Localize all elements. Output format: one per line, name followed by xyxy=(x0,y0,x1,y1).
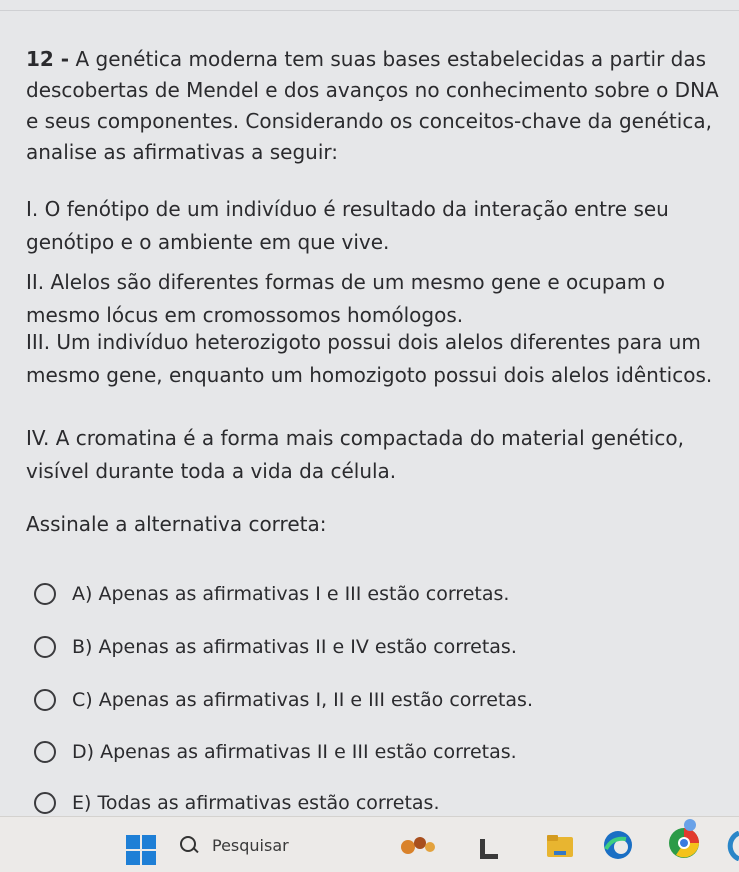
radio-button[interactable] xyxy=(34,689,56,711)
search-icon xyxy=(180,836,198,854)
option-label: C) Apenas as afirmativas I, II e III estão corretas. xyxy=(72,689,533,711)
option-label: D) Apenas as afirmativas II e III estão corretas. xyxy=(72,741,517,763)
statement-1: I. O fenótipo de um indivíduo é resultado da interação entre seu genótipo e o ambiente em que vive. xyxy=(26,197,669,254)
statement-3: III. Um indivíduo heterozigoto possui dois alelos diferentes para um mesmo gene, enquanto um homozigoto possui dois alelos idênticos. xyxy=(26,330,713,387)
taskbar xyxy=(0,816,739,872)
windows-start-icon[interactable] xyxy=(126,835,156,865)
question-stem xyxy=(26,44,726,168)
option-c[interactable] xyxy=(34,685,533,715)
option-label: B) Apenas as afirmativas II e IV estão corretas. xyxy=(72,636,517,658)
weather-widget-icon[interactable] xyxy=(398,833,438,857)
statement-4: IV. A cromatina é a forma mais compactada do material genético, visível durante toda a vida da célula. xyxy=(26,426,684,483)
top-divider xyxy=(0,10,739,11)
option-label: E) Todas as afirmativas estão corretas. xyxy=(72,792,440,814)
taskbar-search[interactable] xyxy=(180,831,289,859)
option-e[interactable] xyxy=(34,788,440,818)
question-number: 12 - xyxy=(26,47,70,71)
radio-button[interactable] xyxy=(34,636,56,658)
statement-2: II. Alelos são diferentes formas de um mesmo gene e ocupam o mesmo lócus em cromossomos homólogos. xyxy=(26,270,665,327)
instruction: Assinale a alternativa correta: xyxy=(26,512,327,536)
radio-button[interactable] xyxy=(34,741,56,763)
option-a[interactable] xyxy=(34,579,509,609)
option-b[interactable] xyxy=(34,632,517,662)
option-d[interactable] xyxy=(34,737,517,767)
radio-button[interactable] xyxy=(34,792,56,814)
chrome-browser-icon[interactable] xyxy=(664,817,704,861)
radio-button[interactable] xyxy=(34,583,56,605)
app-icon[interactable] xyxy=(722,831,739,861)
file-explorer-icon[interactable] xyxy=(546,833,574,859)
edge-browser-icon[interactable] xyxy=(602,829,634,861)
option-label: A) Apenas as afirmativas I e III estão corretas. xyxy=(72,583,510,605)
search-label: Pesquisar xyxy=(212,835,289,855)
question-stem-text: A genética moderna tem suas bases estabelecidas a partir das descobertas de Mendel e dos avanços no conhecimento sobre o DNA e seus componentes. Considerando os conceitos-chave da genética, analise as afirmativas a seguir: xyxy=(26,47,719,164)
desktop-app-icon[interactable] xyxy=(478,839,500,861)
